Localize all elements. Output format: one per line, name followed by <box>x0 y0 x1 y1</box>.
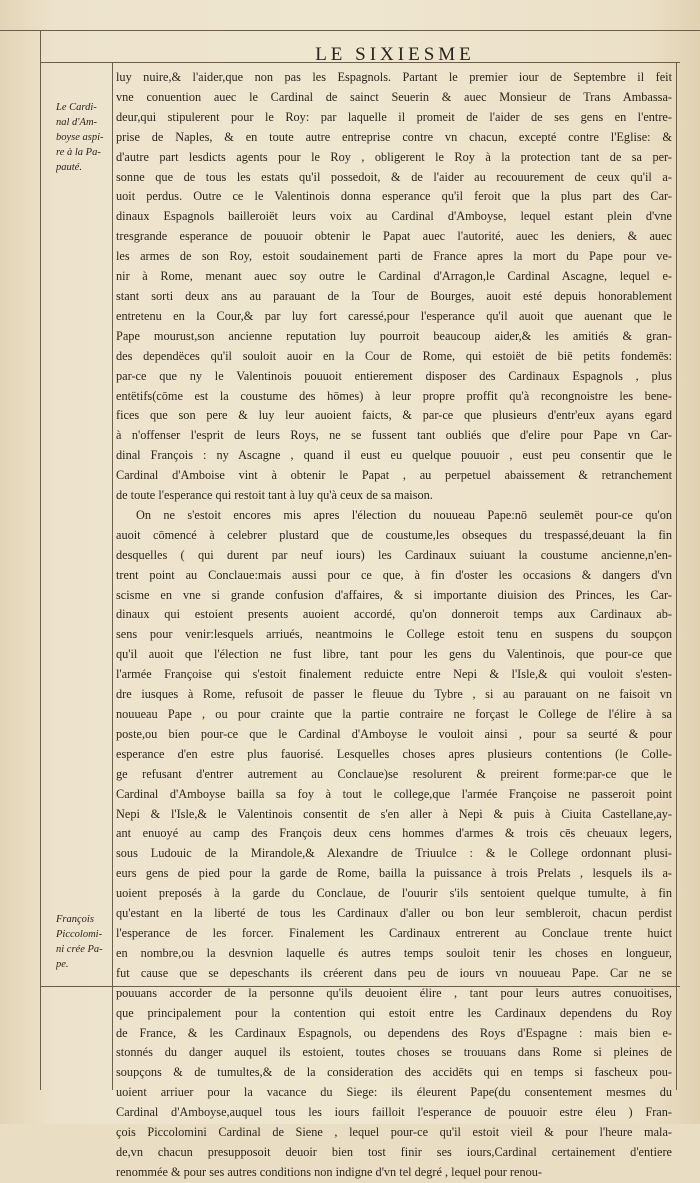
margin-note-line: boyse aspi- <box>56 132 104 143</box>
text-line: tresgrande esperance de pouuoir obtenir le Papat auec l'autorité, auec les deniers, & auec <box>116 229 672 244</box>
text-line: de,vn chacun presupposoit deuoir bien tost finir ses iours,Cardinal certainement d'entiere <box>116 1144 672 1159</box>
text-line: que principalement pour la contention qui estoit entre les Cardinaux dependens du Roy <box>116 1005 672 1020</box>
text-line: en nombre,ou la desvnion laquelle és autres temps souloit tenir les choses en longueur, <box>116 945 672 960</box>
outer-margin-line <box>40 30 41 1090</box>
text-line: prise de Naples, & en toute autre entreprise contre vn chacun, excepté contre l'Eglise: & <box>116 129 672 144</box>
text-line: sens pour venir:lesquels arriués, neantmoins le College estoit tenu en suspens du soupçon <box>116 627 672 642</box>
text-line: nouueau Pape , ou pour crainte que la partie contraire ne forçast le College de l'élire à sa <box>116 707 672 721</box>
text-line: de France, & les Cardinaux Espagnols, ou dependens des Roys d'Espagne : mais bien e- <box>116 1025 672 1040</box>
text-line: ant enuoyé au camp des François deux cens hommes d'armes & trois cēs cheuaux legers, <box>116 826 672 841</box>
text-line: par-ce que ny le Valentinois pouuoit entierement disposer des Cardinaux Espagnols , plus <box>116 368 672 383</box>
text-line: uoient preposés à la garde du Conclaue, de l'ouurir s'ils sentoient quelque tumulte, à fin <box>116 886 672 901</box>
right-column-line <box>676 62 677 1090</box>
text-line: à n'offenser l'esprit de leurs Roys, ne se fussent tant oubliés que d'elire pour Pape vn Car- <box>116 428 672 443</box>
margin-note-line: nal d'Am- <box>56 117 98 128</box>
text-line: l'esperance de les forcer. Finalement les Cardinaux entrerent au Conclaue trente huict <box>116 925 672 940</box>
text-line: stant sorti deux ans au parauant de la Tour de Bourges, auoit esté depuis honorablement <box>116 288 672 303</box>
text-line: Pape mourust,son ancienne reputation luy pourroit beaucoup aider,& les amitiés & gran- <box>116 328 672 343</box>
text-line: eurs gens de pied pour la garde de Rome, bailla la puissance à trois Prelats , lesquels ils a- <box>116 866 672 881</box>
text-line: uoit perdus. Outre ce le Valentinois donna esperance qu'il feroit que la plus part des Car- <box>116 189 672 204</box>
text-line: Cardinal d'Amboise vint à obtenir le Papat , au perpetuel abaissement & retranchement <box>116 468 672 483</box>
text-line: scisme en vne si grande confusion d'affaires, & si importante diuision des Princes, les Car- <box>116 587 672 602</box>
margin-note-piccolomini <box>56 912 114 972</box>
text-line: d'autre part lesdicts agents pour le Roy , obligerent le Roy à la protection tant de sa per- <box>116 149 672 164</box>
margin-note-line: re à la Pa- <box>56 147 101 158</box>
text-line: de toute l'esperance qui restoit tant à luy qu'à ceux de sa maison. <box>116 488 433 503</box>
text-line: soupçons & de tumultes,& de la consideration des accidēts qui en temps si fascheux pou- <box>116 1065 672 1080</box>
text-line: On ne s'estoit encores mis apres l'élection du nouueau Pape:nō seulemët pour-ce qu'on <box>136 507 672 522</box>
margin-note-line: Le Cardi- <box>56 102 97 113</box>
text-line: renommée & pour ses autres conditions non indigne d'vn tel degré , lequel pour renou- <box>116 1164 543 1179</box>
text-line: dinaux Espagnols bailleroiët leurs voix au Cardinal d'Amboyse, lequel estant plein d'vne <box>116 209 672 224</box>
paragraph-1 <box>116 68 672 506</box>
margin-note-line: pe. <box>56 959 69 970</box>
top-border-line <box>0 30 700 31</box>
text-line: dinaux qui estoient presents auoient accordé, qu'on donneroit temps aux Cardinaux ab- <box>116 607 672 622</box>
margin-note-line: Piccolomi- <box>56 929 103 940</box>
margin-note-line: ni crée Pa- <box>56 944 103 955</box>
main-text-column <box>116 68 672 1183</box>
text-line: ge refusant d'entrer autrement au Conclaue)se resolurent & preirent forme:par-ce que le <box>116 766 672 781</box>
text-line: trent point au Conclaue:mais aussi pour ce que, à fin d'oster les occasions & dangers d'vn <box>116 567 672 582</box>
text-line: dinal François : ny Ascagne , quand il eust eu quelque pouuoir , eust peu consentir que le <box>116 448 672 463</box>
text-line: fut cause que se depeschants ils créerent dans peu de iours vn nouueau Pape. Car ne se <box>116 965 672 980</box>
text-line: luy nuire,& l'aider,que non pas les Espagnols. Partant le premier iour de Septembre il feit <box>116 70 672 84</box>
text-line: pouuans accorder de la personne qu'ils deuoient élire , tant pour leurs autres conuoitises, <box>116 985 672 1000</box>
text-line: Cardinal d'Amboyse,auquel tous les iours failloit l'esperance de pouuoir estre éleu ) Fran- <box>116 1105 672 1120</box>
margin-note-cardinal-amboyse <box>56 100 114 175</box>
paragraph-2 <box>116 506 672 1183</box>
text-line: fices que son pere & luy leur auoient faicts, & par-ce que plusieurs d'entr'eux ayans egard <box>116 408 672 423</box>
margin-note-line: François <box>56 914 94 925</box>
text-line: çois Piccolomini Cardinal de Siene , lequel pour-ce qu'il estoit vieil & pour l'heure mala- <box>116 1125 672 1140</box>
text-line: sous Ludouic de la Mirandole,& Alexandre de Triuulce : & le College ordonnant plusi- <box>116 846 672 861</box>
text-line: entëtifs(cōme est la coustume des hōmes) à leur propre proffit qu'à recongnoistre les bene- <box>116 388 672 403</box>
text-line: des dependëces qu'il souloit auoir en la Cour de Rome, qui estoiët de biē petits fondemēs: <box>116 348 672 363</box>
text-line: qu'il auoit que l'élection ne fust libre, tant pour les gens du Valentinois, que pour-ce que <box>116 647 672 662</box>
text-line: poste,ou bien pour-ce que le Cardinal d'Amboyse le vouloit ainsi , pour sa seurté & pour <box>116 726 672 741</box>
text-line: uoient arriuer pour la vacance du Siege: ils éleurent Pape(du consentement mesmes du <box>116 1085 672 1100</box>
text-line: Nepi & l'Isle,& le Valentinois consentit de s'en aller à Nepi & puis à Ciuita Castellane,ay- <box>116 806 672 821</box>
text-line: esperance d'en estre plus fauorisé. Lesquelles choses apres plusieurs contentions (le Colle- <box>116 746 672 761</box>
text-line: desquelles ( qui durent par neuf iours) les Cardinaux suiuant la coustume ancienne,n'en- <box>116 547 672 562</box>
text-line: qu'estant en la liberté de tous les Cardinaux d'aller ou bon leur sembleroit, chacun perdist <box>116 906 672 921</box>
text-line: deur,qui stipulerent pour le Roy: par laquelle il promeit de l'aider de ses gens en l'entre- <box>116 109 672 124</box>
margin-note-line: pauté. <box>56 162 82 173</box>
text-line: dre iusques à Rome, refusoit de passer le fleuue du Tybre , si au parauant on ne faisoit vn <box>116 687 672 702</box>
text-line: entretenu en la Cour,& par luy fort caressé,pour l'esperance qu'il auoit que auenant que le <box>116 308 672 323</box>
text-line: auoit cōmencé à celebrer plustard que de coustume,les obseques du trespassé,deuant la fin <box>116 527 672 542</box>
text-line: stonnés du danger auquel ils estoient, toutes choses se trouuans dans Rome si pleines de <box>116 1045 672 1060</box>
text-line: sonne que de tous les estats qu'il possedoit, & de l'aider au recouurement de ceux qu'il a- <box>116 169 672 184</box>
text-line: vne conuention auec le Cardinal de sainct Seuerin & auec Monsieur de Trans Ambassa- <box>116 89 672 104</box>
text-line: l'armée Françoise qui s'estoit finalement reduicte entre Nepi & l'Isle,& qui vouloit s'esten- <box>116 667 672 682</box>
text-line: les armes de son Roy, estoit soudainement parti de France apres la mort du Pape pour ve- <box>116 249 672 264</box>
text-line: nir à Rome, menant auec soy outre le Cardinal d'Arragon,le Cardinal Ascagne, lequel e- <box>116 269 672 284</box>
running-header: LE SIXIESME <box>315 44 475 65</box>
text-line: Cardinal d'Amboyse bailla sa foy à tout le college,que l'armée Françoise ne passeroit point <box>116 786 672 801</box>
